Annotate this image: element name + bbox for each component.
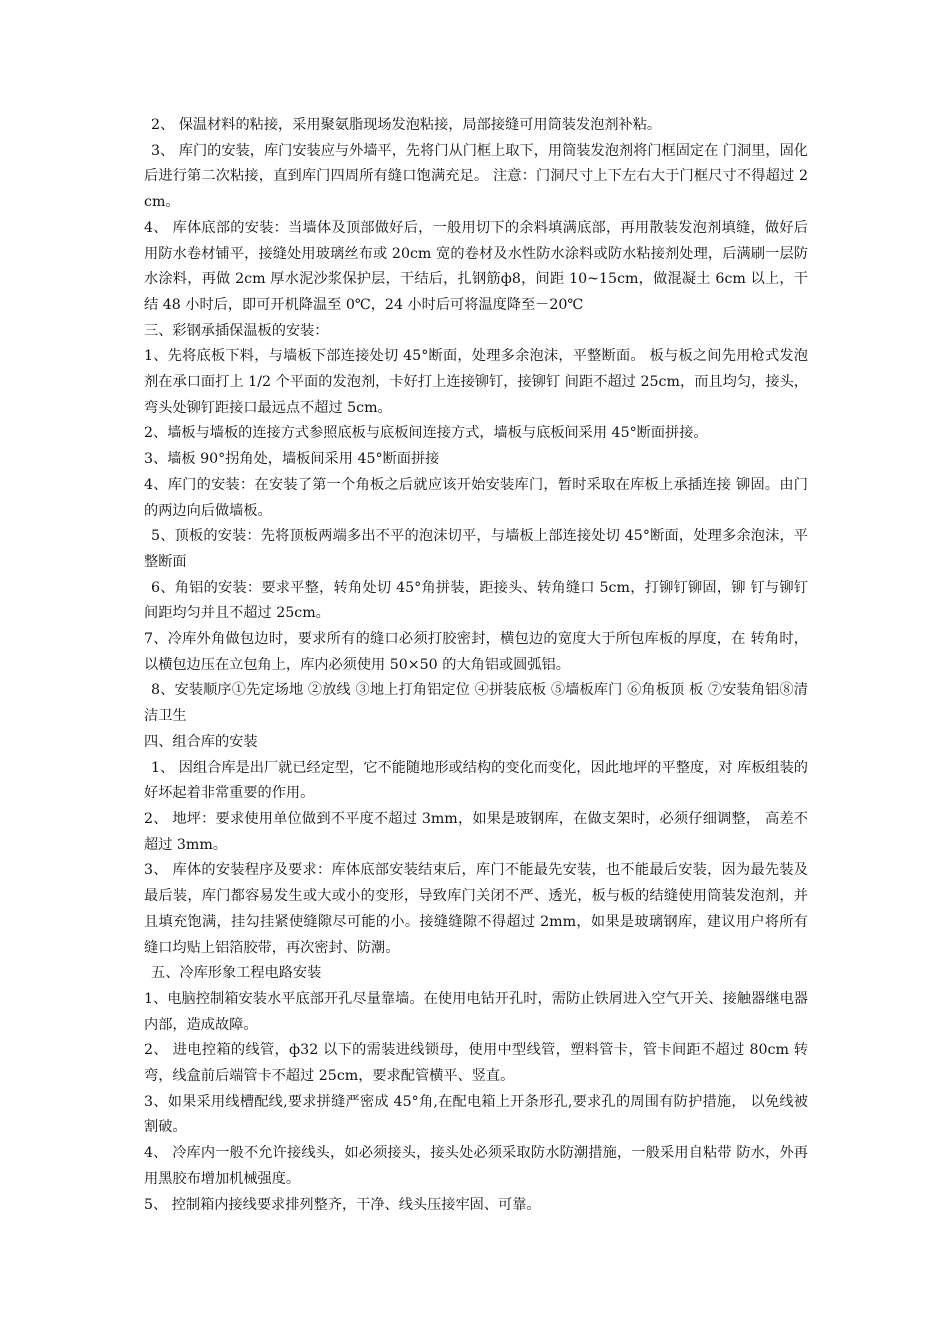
- paragraph: 3、 库门的安装，库门安装应与外墙平，先将门从门框上取下，用筒装发泡剂将门框固定在 门洞里，固化后进行第二次粘接，直到库门四周所有缝口饱满充足。 注意：门洞尺寸上下左右大于门框尺寸不得超过 2cm。: [144, 142, 808, 211]
- section-heading: 五、冷库形象工程电路安装: [151, 965, 322, 982]
- paragraph: 3、墙板 90°拐角处，墙板间采用 45°断面拼接: [144, 451, 440, 468]
- paragraph: 4、库门的安装：在安装了第一个角板之后就应该开始安装库门，暂时采取在库板上承插连接 铆固。由门的两边向后做墙板。: [144, 476, 808, 519]
- paragraph: 3、如果采用线槽配线,要求拼缝严密成 45°角,在配电箱上开条形孔,要求孔的周围有防护措施， 以免线被割破。: [144, 1093, 808, 1136]
- paragraph: 3、 库体的安装程序及要求：库体底部安装结束后，库门不能最先安装，也不能最后安装，因为最先装及最后装，库门都容易发生或大或小的变形，导致库门关闭不严、透光，板与板的结缝使用筒装发泡剂，并且填充饱满，挂勾挂紧使缝隙尽可能的小。接缝缝隙不得超过 2mm，如果是玻璃钢库，建议用户将所有缝口均贴上铝箔胶带，再次密封、防潮。: [144, 862, 808, 956]
- paragraph: 4、 库体底部的安装：当墙体及顶部做好后，一般用切下的余料填满底部，再用散装发泡剂填缝，做好后用防水卷材铺平，接缝处用玻璃丝布或 20cm 宽的卷材及水性防水涂料或防水粘接剂处理，后满刷一层防水涂料，再做 2cm 厚水泥沙浆保护层，干结后，扎钢筋ф8，间距 10~15cm，做混凝土 6cm 以上，干结 48 小时后，即可开机降温至 0℃，24 小时后可将温度降至－20℃: [144, 219, 808, 313]
- document-body: [144, 113, 808, 1218]
- section-heading: 三、彩钢承插保温板的安装：: [144, 322, 329, 339]
- paragraph: 2、 保温材料的粘接，采用聚氨脂现场发泡粘接，局部接缝可用筒装发泡剂补粘。: [151, 117, 662, 133]
- paragraph: 5、 控制箱内接线要求排列整齐，干净、线头压接牢固、可靠。: [144, 1196, 541, 1213]
- paragraph: 1、先将底板下料，与墙板下部连接处切 45°断面，处理多余泡沫，平整断面。 板与板之间先用枪式发泡剂在承口面打上 1/2 个平面的发泡剂，卡好打上连接铆钉，接铆钉 间距不超过 25cm，而且均匀，接头，弯头处铆钉距接口最远点不超过 5cm。: [144, 348, 808, 416]
- paragraph: 4、 冷库内一般不允许接线头，如必须接头，接头处必须采取防水防潮措施，一般采用自粘带 防水，外再用黑胶布增加机械强度。: [144, 1145, 808, 1187]
- paragraph: 1、 因组合库是出厂就已经定型，它不能随地形或结构的变化而变化，因此地坪的平整度，对 库板组装的好坏起着非常重要的作用。: [144, 759, 808, 802]
- paragraph: 7、冷库外角做包边时，要求所有的缝口必须打胶密封，横包边的宽度大于所包库板的厚度，在 转角时，以横包边压在立包角上，库内必须使用 50×50 的大角铝或圆弧铝。: [144, 631, 808, 673]
- section-heading: 四、组合库的安装: [144, 733, 258, 750]
- paragraph: 6、角铝的安装：要求平整，转角处切 45°角拼装，距接头、转角缝口 5cm，打铆钉铆固，铆 钉与铆钉间距均匀并且不超过 25cm。: [144, 579, 808, 622]
- paragraph: 2、 地坪：要求使用单位做到不平度不超过 3mm，如果是玻钢库，在做支架时，必须仔细调整， 高差不超过 3mm。: [144, 810, 808, 853]
- paragraph: 2、 进电控箱的线管，ф32 以下的需装进线锁母，使用中型线管，塑料管卡，管卡间距不超过 80cm 转弯，线盒前后端管卡不超过 25cm，要求配管横平、竖直。: [144, 1042, 808, 1085]
- paragraph: 8、安装顺序①先定场地 ②放线 ③地上打角铝定位 ④拼装底板 ⑤墙板库门 ⑥角板顶 板 ⑦安装角铝⑧清洁卫生: [144, 682, 808, 725]
- paragraph: 5、顶板的安装：先将顶板两端多出不平的泡沫切平，与墙板上部连接处切 45°断面，处理多余泡沫，平整断面: [144, 528, 808, 570]
- paragraph: 1、电脑控制箱安装水平底部开孔尽量靠墙。在使用电钻开孔时，需防止铁屑进入空气开关、接触器继电器内部，造成故障。: [144, 990, 808, 1033]
- paragraph: 2、墙板与墙板的连接方式参照底板与底板间连接方式，墙板与底板间采用 45°断面拼接。: [144, 425, 708, 442]
